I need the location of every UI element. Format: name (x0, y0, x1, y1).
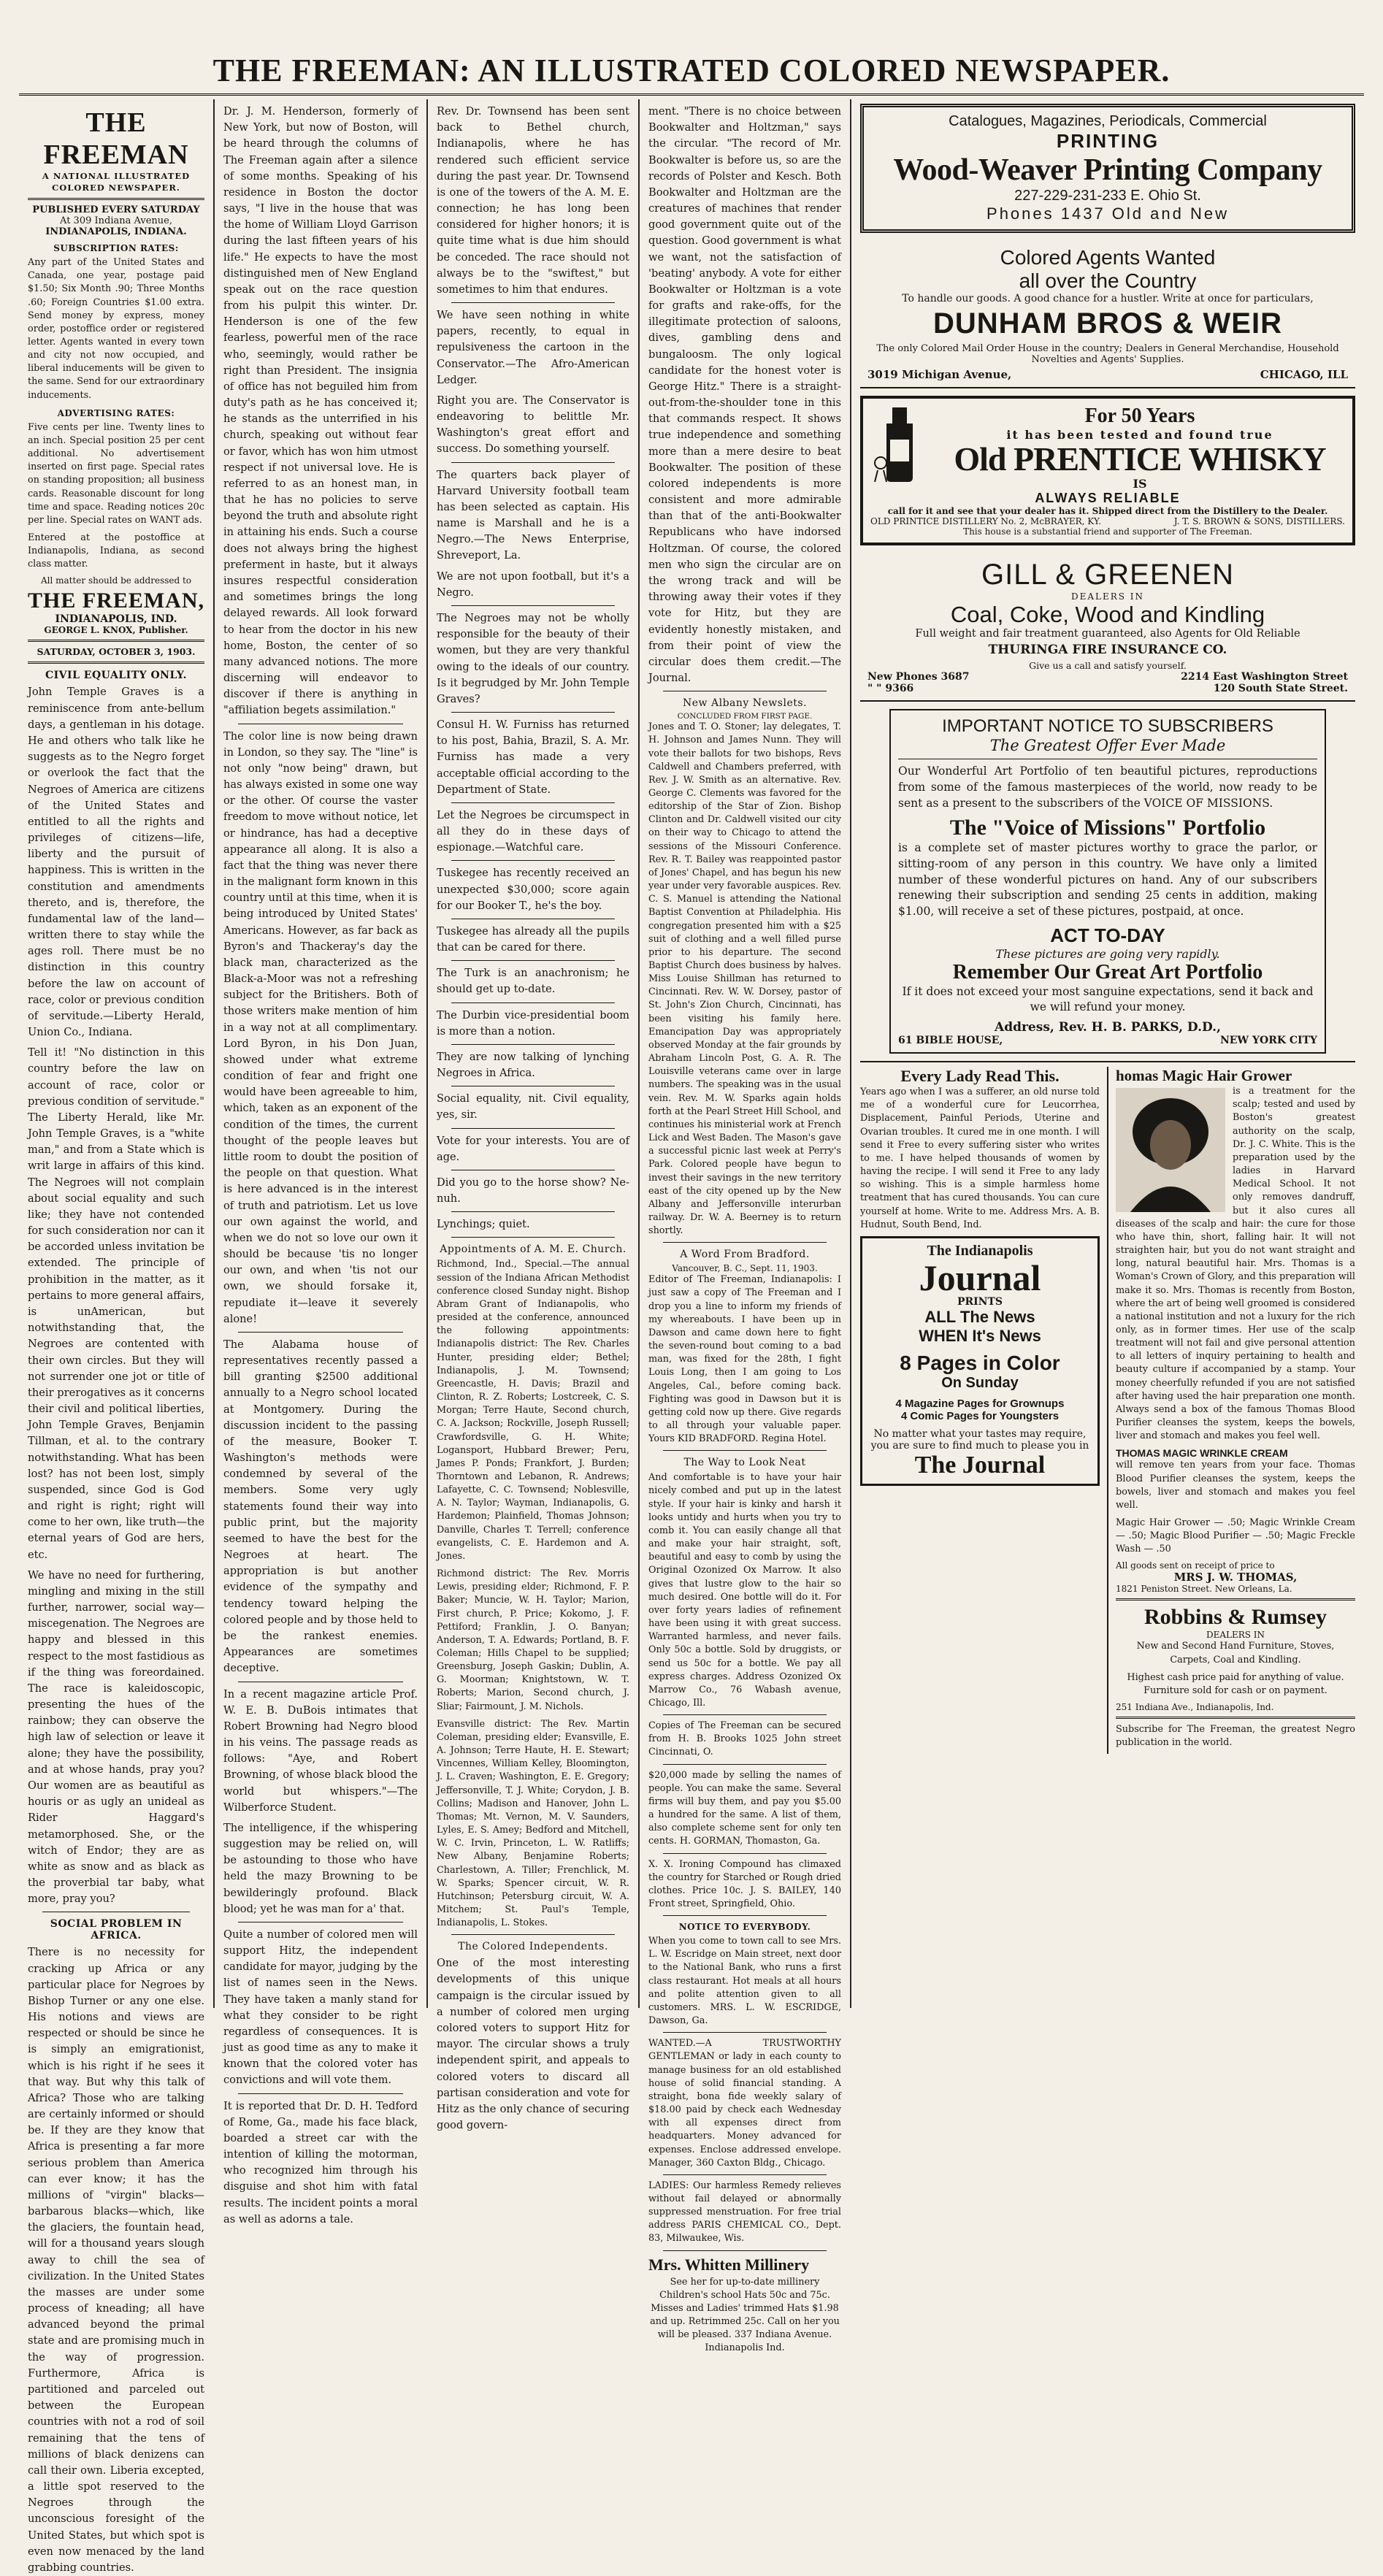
ad-text: If it does not exceed your most sanguine expectations, send it back and we will refund your money. (902, 984, 1314, 1014)
subscribe-notice: Subscribe for The Freeman, the greatest Negro publication in the world. (1116, 1724, 1355, 1749)
ad-headline: homas Magic Hair Grower (1116, 1067, 1292, 1085)
notice-paragraph: $20,000 made by selling the names of people. You can make the same. Several firms will buy them, and pay you $5.00 a hundred for the same. A list of them, also complete scheme sent for only ten cents. H. GORMAN, Thomaston, Ga. (648, 1769, 841, 1847)
masthead (19, 47, 1364, 96)
ad-text: IS (1133, 477, 1147, 491)
ad-text: All goods sent on receipt of price to (1116, 1560, 1275, 1571)
ad-text: PRINTING (1056, 130, 1160, 152)
article-heading: SOCIAL PROBLEM IN AFRICA. (50, 1918, 183, 1942)
ad-headline: all over the Country (1019, 269, 1197, 292)
ad-text: 4 Comic Pages for Youngsters (900, 1409, 1060, 1422)
article-paragraph: Richmond district: The Rev. Morris Lewis, presiding elder; Richmond, F. P. Baker; Muncie, W. H. Taylor; Marion, First church, P. Price; Kokomo, J. F. Pettiford; Franklin, J. O. Banyan; Anderson, T. A. Edwards; Portland, B. F. Coleman; Hills Chapel to be supplied; Greensburg, Joseph Gaskin; Dublin, A. G. Moorman; Knightstown, W. T. Roberts; Marion, Second church, J. Sliar; Fairmount, J. M. Nichols. (437, 1568, 629, 1712)
divider (451, 860, 615, 861)
ad-headline: The Journal (914, 1451, 1046, 1479)
ad-text: PRINTS (957, 1295, 1003, 1308)
divider (451, 1128, 615, 1129)
article-paragraph: Richmond, Ind., Special.—The annual session of the Indiana African Methodist conference closed Sunday night. Bishop Abram Grant of Indianapolis, who presided at the conference, announced the following appointments: Indianapolis district: The Rev. Charles Hunter, presiding elder; Bethel; Indianapolis, J. M. Townsend; Greencastle, H. Davis; Brazil and Clinton, R. Z. Roberts; Lostcreek, C. S. Morgan; Terre Haute, Second church, C. A. Jackson; Rockville, Joseph Russell; Crawfordsville, G. H. White; Logansport, Hubbard Brewer; Peru, James P. Ponds; Frankfort, J. Burden; Thorntown and Lebanon, R. Andrews; Lafayette, C. C. Townsend; Noblesville, A. N. Taylor; Wayman, Indianapolis, G. Hardemon; Plainfield, Thomas Johnson; Danville, Charles T. Terrell; conference evangelists, C. E. Hardemon and A. Jones. (437, 1259, 629, 1562)
ad-headline: Old PRENTICE WHISKY (954, 440, 1326, 478)
divider (451, 1934, 615, 1935)
ad-headline: Colored Agents Wanted (1000, 246, 1216, 269)
article-paragraph: Social equality, nit. Civil equality, yes, sir. (437, 1092, 629, 1122)
ad-text: For 50 Years (1084, 405, 1195, 427)
ad-price-list: Magic Hair Grower — .50; Magic Wrinkle Cream — .50; Magic Blood Purifier — .50; Magic Freckle Wash — .50 (1116, 1517, 1355, 1555)
ad-left-column (860, 1067, 1100, 1754)
divider (663, 1915, 827, 1916)
ad-wood-weaver (860, 104, 1355, 233)
article-subheading: CONCLUDED FROM FIRST PAGE. (677, 712, 813, 721)
ad-phone-row (867, 671, 1348, 683)
subscription-rates-heading: SUBSCRIPTION RATES: (53, 243, 179, 254)
ad-voice-of-missions (889, 709, 1326, 1054)
ad-headline: Robbins & Rumsey (1143, 1605, 1328, 1630)
ad-prentice-whisky (860, 396, 1355, 545)
article-paragraph: Right you are. The Conservator is endeavoring to belittle Mr. Washington's great effort and success. Do something yourself. (437, 394, 629, 456)
article-paragraph: John Temple Graves is a reminiscence from ante-bellum days, a gentleman in his dotage. He and others who talk like he suggests as to the Negro forget or overlook the fact that the Negroes of America are citizens of the United States and entitled to all the rights and privileges of citizens—life, liberty and the pursuit of happiness. This is written in the constitution and amendments thereto, and is, therefore, the fundamental law of the land—written there to stay while the ages roll. There must be no distinction in this country before the law on account of race, color or previous condition of servitude.—Liberty Herald, Union Co., Indiana. (28, 686, 204, 1039)
article-paragraph: The Alabama house of representatives recently passed a bill granting $2500 additional annually to a Negro school located at Montgomery. During the discussion incident to the passing of the measure, Booker T. Washington's methods were condemned by several of the members. Some very ugly statements found their way into public print, but the majority seemed to have the best for the Negroes at heart. The appropriation is but another evidence of the sympathy and tendency toward helping the colored people and by those held to be the rankest enemies. Appearances are sometimes deceptive. (223, 1338, 418, 1675)
ad-text: Catalogues, Magazines, Periodicals, Commercial (949, 113, 1267, 129)
ad-text: Full weight and fair treatment guaranteed, also Agents for Old Reliable (915, 628, 1300, 640)
ad-text: DEALERS IN (1070, 591, 1145, 602)
ad-text: THURINGA FIRE INSURANCE CO. (988, 643, 1227, 658)
notice-paragraph: When you come to town call to see Mrs. L. W. Escridge on Main street, next door to the National Bank, who runs a first class restaurant. Hot meals at all hours and polite attention given to all customers. MRS. L. W. ESCRIDGE, Dawson, Ga. (648, 1936, 841, 2027)
divider (451, 1044, 615, 1045)
article-heading: CIVIL EQUALITY ONLY. (45, 670, 187, 682)
ad-headline: DUNHAM BROS & WEIR (933, 307, 1282, 340)
article-heading: Appointments of A. M. E. Church. (440, 1243, 627, 1256)
article-heading: A Word From Bradford. (680, 1249, 810, 1261)
column-3 (428, 99, 640, 2132)
article-paragraph: We are not upon football, but it's a Negro. (437, 570, 629, 599)
column-2 (215, 99, 428, 2226)
article-heading: NOTICE TO EVERYBODY. (678, 1922, 811, 1933)
divider (451, 960, 615, 961)
woman-portrait-icon (1116, 1088, 1225, 1212)
ad-text: MRS J. W. THOMAS, (1173, 1571, 1298, 1584)
article-paragraph: Jones and T. O. Stoner; lay delegates, T. H. Johnson and James Nunn. They will vote their ballots for two bishops, Revs Caldwell and Chambers preferred, with Rev. J. W. Smith as an alternative. Rev. George C. Clements was favored for the editorship of the Star of Zion. Bishop Clinton and Dr. Caldwell visited our city on their way to Chicago to attend the sessions of the Missouri Conference. Rev. R. T. Bailey was reappointed pastor of Jones' Chapel, and has begun his new year under very favorable auspices. Rev. C. S. Manuel is attending the National Baptist Convention at Philadelphia. His congregation presented him with a $25 suit of clothing and a well filled purse prior to his departure. The second Baptist Church does business by halves. Miss Louise Shillman has returned to Cincinnati. Rev. W. W. Dorsey, pastor of St. John's Zion Church, Cincinnati, has been visiting his family here. Emancipation Day was appropriately observed Monday at the fair grounds by Abraham Lincoln Post, G. A. R. The Louisville veterans came over in large numbers. The speaking was in the usual vein. Rev. M. W. Sparks again holds forth at the Pearl Street Hill School, and continues his ministerial work at French Lick and West Baden. The Mason's gave a successful picnic last week at Perry's Park. Colored people have begun to invest their savings in the new territory east of the city opened up by the New Albany and Jeffersonville interurban railway. Dr. W. A. Beerney is to return shortly. (648, 721, 841, 1237)
article-paragraph: We have seen nothing in white papers, recently, to equal in repulsiveness the cartoon in the Conservator.—The Afro-American Ledger. (437, 309, 629, 386)
article-paragraph: Tuskegee has already all the pupils that can be cared for there. (437, 924, 629, 954)
ad-text: 1821 Peniston Street. New Orleans, La. (1116, 1584, 1292, 1595)
publication-city: INDIANAPOLIS, INDIANA. (45, 226, 187, 238)
article-paragraph: Did you go to the horse show? Ne-nuh. (437, 1176, 629, 1205)
divider (451, 302, 615, 303)
publisher: GEORGE L. KNOX, Publisher. (44, 625, 188, 636)
ad-text: New Phones 3687 (867, 671, 970, 683)
advertising-rates-heading: ADVERTISING RATES: (57, 407, 175, 418)
article-paragraph: Lynchings; quiet. (437, 1218, 530, 1231)
ad-text: New and Second Hand Furniture, Stoves, Carpets, Coal and Kindling. (1136, 1641, 1335, 1665)
divider (663, 1853, 827, 1854)
ad-text: DEALERS IN (1206, 1630, 1265, 1641)
ad-text: 2214 East Washington Street (1181, 671, 1348, 683)
columns (19, 99, 1364, 2574)
ad-phone-row (867, 683, 1348, 694)
divider (1116, 1598, 1355, 1601)
paper-title: THE FREEMAN (43, 107, 189, 170)
article-paragraph: In a recent magazine article Prof. W. E. B. DuBois intimates that Robert Browning had Negro blood in his veins. The passage reads as follows: "Aye, and Robert Browning, of whose black blood the world but whispers."—The Wilberforce Student. (223, 1687, 418, 1814)
ad-headline: 8 Pages in Color (900, 1351, 1060, 1374)
ad-text: 3019 Michigan Avenue, (867, 368, 1012, 381)
ad-headline: The "Voice of Missions" Portfolio (949, 816, 1266, 840)
ad-text: call for it and see that your dealer has it. Shipped direct from the Distillery to the Dealer. (887, 506, 1328, 517)
notice-paragraph: WANTED.—A TRUSTWORTHY GENTLEMAN or lady in each county to manage business for an old established house of solid financial standing. A straight, bona fide weekly salary of $18.00 paid by check each Wednesday with all expenses direct from headquarters. Money advanced for expenses. Enclose addressed envelope. Manager, 360 Caxton Bldg., Chicago. (648, 2038, 841, 2169)
ad-headline: IMPORTANT NOTICE TO SUBSCRIBERS (942, 716, 1273, 737)
ad-text: 4 Magazine Pages for Grownups (895, 1397, 1065, 1410)
paper-title-2: THE FREEMAN, (28, 589, 205, 613)
issue-date: SATURDAY, OCTOBER 3, 1903. (37, 646, 196, 658)
ad-text: Address, Rev. H. B. PARKS, D.D., (995, 1020, 1221, 1035)
divider (663, 2032, 827, 2033)
divider (238, 1922, 403, 1923)
divider (663, 2250, 827, 2251)
article-heading: New Albany Newslets. (683, 697, 807, 710)
ad-text: is a complete set of master pictures worthy to grace the parlor, or sitting-room of any person in this country. We have only a limited number of these wonderful pictures on hand. Any of our subscribers renewing their subscription and sending 25 cents in addition, making $1.00, will receive a set of these pictures, postpaid, at once. (898, 841, 1317, 919)
article-paragraph: Tell it! "No distinction in this country before the law on account of race, color or previous condition of servitude." The Liberty Herald, like Mr. John Temple Graves, is a "white man," and from a State which is writ large in affairs of this kind. The Negroes will not complain about social equality and such like; they have not contended for such consideration nor can it be accorded unless invitation be extended. The principle of prohibition in the matter, as it pertains to more general affairs, is unAmerican, but notwithstanding that, the Negroes are contented with their own circles. But they will not surrender one jot or title of their prerogatives as it concerns their civil and political liberties, John Temple Graves, Benjamin Tillman, et al. to the contrary notwithstanding. What has been lost? has not been lost, simply suspended, since God is God and right is right; right will come to her own, like truth—the eternal years of God are hers, etc. (28, 1046, 204, 1561)
divider (451, 802, 615, 803)
divider (238, 1332, 403, 1333)
ad-text: 120 South State Street. (1213, 683, 1348, 695)
ad-text: Our Wonderful Art Portfolio of ten beautiful pictures, reproductions from some of the famous masterpieces of the world, now ready to be sent as a present to the subscribers of the VOICE OF MISSIONS. (898, 764, 1317, 810)
ad-dunham-bros (860, 240, 1355, 388)
ad-gill-greenen (860, 553, 1355, 702)
article-heading: The Colored Independents. (458, 1941, 608, 1953)
ad-text: The only Colored Mail Order House in the country; Dealers in General Merchandise, Household Novelties and Agents' Supplies. (876, 343, 1339, 365)
ad-headline: Journal (919, 1257, 1041, 1298)
notice-paragraph: LADIES: Our harmless Remedy relieves without fail delayed or abnormally suppressed menstruation. For free trial address PARIS CHEMICAL CO., Dept. 83, Milwaukee, Wis. (648, 2180, 841, 2245)
divider (451, 712, 615, 713)
ad-address-row (867, 368, 1348, 381)
ad-headline: THOMAS MAGIC WRINKLE CREAM (1116, 1447, 1288, 1460)
divider (663, 2174, 827, 2175)
whisky-bottle-icon (870, 405, 929, 485)
ad-text: Phones 1437 Old and New (987, 204, 1229, 223)
article-paragraph: Consul H. W. Furniss has returned to his post, Bahia, Brazil, S. A. Mr. Furniss has made a very acceptable official according to the Department of State. (437, 718, 629, 796)
divider (451, 1211, 615, 1212)
ad-headline: Coal, Coke, Wood and Kindling (950, 602, 1265, 628)
ad-headline: Every Lady Read This. (900, 1067, 1060, 1086)
ad-text: " " 9366 (867, 683, 914, 695)
ad-text: This house is a substantial friend and supporter of The Freeman. (963, 526, 1252, 537)
article-heading: The Way to Look Neat (683, 1457, 806, 1469)
article-paragraph: Evansville district: The Rev. Martin Coleman, presiding elder; Evansville, E. A. Johnson; Terre Haute, H. E. Stewart; Vincennes, William Kelley, Bloomington, J. L. Craven; Washington, E. E. Gregory; Jeffersonville, T. J. White; Corydon, J. B. Collins; Madison and Hanover, John L. Thomas; Mt. Vernon, M. V. Saunders, Lyles, E. S. Amey; Bedford and Mitchell, W. C. Irvin, Princeton, L. W. Ratliffs; New Albany, Benjamine Roberts; Charlestown, A. Tiller; Frenchlick, M. W. Sparks; Spencer circuit, W. R. Hutchinson; Petersburg circuit, W. A. Mitchem; St. Paul's Temple, Indianapolis, L. Stokes. (437, 1718, 629, 1929)
divider (238, 2093, 403, 2094)
ad-text: ALL The News (924, 1307, 1035, 1326)
ad-distiller-row (870, 516, 1345, 526)
ad-text: 251 Indiana Ave., Indianapolis, Ind. (1116, 1702, 1274, 1713)
divider (663, 1714, 827, 1715)
article-paragraph: Vote for your interests. You are of age. (437, 1134, 629, 1163)
notice-paragraph: Copies of The Freeman can be secured from H. B. Brooks 1025 John street Cincinnati, O. (648, 1720, 841, 1758)
article-paragraph: Rev. Dr. Townsend has been sent back to Bethel church, Indianapolis, where he has rendered such efficient service during the past year. Dr. Townsend is one of the towers of the A. M. E. connection; he has long been considered for higher honors; it is quite time what is due him should be conceded. The race should not always be to the "swiftest," but sometimes to him that endures. (437, 105, 629, 296)
article-paragraph: The quarters back player of Harvard University football team has been selected as captain. His name is Marshall and he is a Negro.—The News Enterprise, Shreveport, La. (437, 468, 629, 562)
ad-text: Give us a call and satisfy yourself. (1029, 660, 1187, 672)
ad-address-row (898, 1035, 1317, 1046)
article-paragraph: Quite a number of colored men will support Hitz, the independent candidate for mayor, judging by the list of names seen in the News. They have taken a manly stand for what they consider to be right regardless of consequences. It is just as good time as any to make it known that the colored voter has convictions and will vote them. (223, 1928, 418, 2087)
article-paragraph: Dr. J. M. Henderson, formerly of New York, but now of Boston, will be heard through the columns of The Freeman again after a silence of some months. Speaking of his residence in Boston the doctor says, "I live in the house that was the home of William Lloyd Garrison during the last fifteen years of his life." He expects to have the most distinguished men of New England speak out on the race question from his pulpit this winter. Dr. Henderson is one of the few fearless, powerful men of the race who, seemingly, would rather be right than President. The insignia of office has not beguiled him from duty's path as he has conceived it; he stands as the unterrified in his church, speaking out without fear or favor, which has won him utmost respect if not universal love. He is referred to as an honest man, in that he has no policies to serve beyond the truth and absolute right in attaining his ends. Such a course does not always bring the highest preferment in haste, but it always insures respectful consideration and sometimes brings the long delayed rewards. All look forward to hear from the doctor in his new home, Boston, the center of so many advanced notions. The more discerning will endeavor to discover if there is anything in "affiliation begets assimilation." (223, 105, 418, 717)
article-paragraph: The color line is now being drawn in London, so they say. The "line" is not only "now being" drawn, but has always existed in some one way or the other. Of course the vaster freedom to move without notice, let or hindrance, has had a deceptive appearance all along. It is also a fact that the thing was never there in the malignant form known in this country until at this time, when it is being introduced by United States' Americans. However, as far back as Byron's and Thackeray's day the black man, characterized as the Black-a-Moor was not a refreshing subject for the Britishers. Both of those writers make mention of him in a way not at all complimentary. Lord Byron, in his Don Juan, showed under what extreme condition of fear and fright one would have been agreeable to him, which, taken as an exponent of the condition of the times, the current thought of the people leaves but little room to doubt the position of the people on that question. What is here advanced is in the interest of truth and patriotism. Let us love our own against the world, and when we do not so love our own it should be because 'tis no longer our own, and when 'tis not our own, we should forsake it, repudiate it—leave it severely alone! (223, 729, 418, 1325)
ad-text: WHEN It's News (919, 1326, 1041, 1345)
ad-right-column (1107, 1067, 1355, 1754)
ad-headline: Wood-Weaver Printing Company (893, 153, 1322, 187)
article-paragraph: Let the Negroes be circumspect in all they do in these days of espionage.—Watchful care. (437, 808, 629, 854)
divider (663, 1450, 827, 1451)
publication-address: At 309 Indiana Avenue, (60, 215, 172, 227)
entered-note: Entered at the postoffice at Indianapolis, Indiana, as second class matter. (28, 532, 204, 570)
ad-row (860, 1061, 1355, 1754)
article-subheading: Vancouver, B. C., Sept. 11, 1903. (672, 1263, 818, 1274)
ad-text: No matter what your tastes may require, you are sure to find much to please you in (870, 1427, 1089, 1452)
ad-text: Highest cash price paid for anything of value. Furniture sold for cash or on payment. (1127, 1671, 1344, 1696)
ad-headline: ACT TO-DAY (1050, 924, 1165, 946)
ad-text: Years ago when I was a sufferer, an old nurse told me of a wonderful cure for Leucorrhea, Displacement, Painful Periods, Uterine and Ovarian troubles. It cured me in one month. I will send it Free to every suffering sister who writes to me. I have helped thousands of women by having the recipe. I will send it Free to any lady so wishing. This is a simple harmless home treatment that has cured thousands. You can cure yourself at home. Write to me. Address Mrs. A. B. Hudnut, South Bend, Ind. (860, 1086, 1100, 1230)
divider (28, 198, 204, 200)
address-note: All matter should be addressed to (40, 575, 192, 586)
ad-text: OLD PRINTICE DISTILLERY No. 2, McBRAYER, KY. (870, 516, 1102, 527)
ad-text: The Greatest Offer Ever Made (989, 737, 1226, 755)
article-paragraph: ment. "There is no choice between Bookwalter and Holtzman," says the circular. "The record of Mr. Bookwalter is before us, so are the records of Polster and Kesch. Both Bookwalter and Holtzman are the creatures of machines that render good government quite out of the question. Good government is what we want, not the satisfaction of 'beating' anybody. A vote for either Bookwalter or Holtzman is a vote for grafts and rake-offs, for the illegitimate protection of saloons, dives, gambling dens and bungaloosm. The only logical candidate for the honest voter is George Hitz." There is a straight-out-from-the-shoulder tone in this that commands respect. It shows true independence and something more than a mere desire to beat Bookwalter. The position of these colored independents is more consistent and more admirable than that of the anti-Bookwalter Republicans who have indorsed Holtzman. Of course, the colored men who sign the circular are on the wrong track and will be throwing away their votes if they vote for Hitz, but they are evidently honestly mistaken, and from their point of view the circular does them credit.—The Journal. (648, 105, 841, 685)
ad-text: To handle our goods. A good chance for a hustler. Write at once for particulars, (902, 293, 1314, 304)
divider (451, 1237, 615, 1238)
article-paragraph: There is no necessity for cracking up Africa or any particular place for Negroes by Bishop Turner or any one else. His notions and views are respected or should be since he is simply an emigrationist, which is his right if he sees it that way. But why this talk of Africa? Those who are talking are certainly informed or should be. If they are they know that Africa is presenting a far more serious problem than America can ever know; it has the millions of "virgin" blacks—barbarous blacks—which, like the glaciers, the fountain head, will for a thousand years slough away to chill the sea of civilization. In the United States the masses are under some process of kneading; all have advanced beyond the primal state and are promising much in the way of progression. Furthermore, Africa is partitioned and parceled out between the European countries with not a rod of soil remaining that the tens of millions of black denizens can call their own. Liberia excepted, a little spot reserved to the Negroes through the unconscious foresight of the United States, but which spot is even now menaced by the land grabbing countries. (28, 1946, 204, 2574)
ad-headline: GILL & GREENEN (981, 559, 1234, 591)
divider (28, 640, 204, 642)
divider (28, 662, 204, 664)
ad-indianapolis-journal (860, 1236, 1100, 1486)
ad-text: NEW YORK CITY (1219, 1035, 1317, 1047)
column-5-ads (851, 99, 1364, 2008)
ad-text: will remove ten years from your face. Thomas Blood Purifier cleanses the system, keeps the bowels, liver and stomach and makes you feel well. (1116, 1460, 1355, 1511)
article-paragraph: One of the most interesting developments of this unique campaign is the circular issued by a number of colored men urging colored voters to support Hitz for mayor. The circular shows a truly independent spirit, and appeals to colored voters to discard all partisan consideration and vote for Hitz as the only chance of securing good govern- (437, 1957, 629, 2132)
masthead-title: THE FREEMAN: AN ILLUSTRATED COLORED NEWSPAPER. (212, 52, 1171, 88)
ad-text: it has been tested and found true (1006, 428, 1273, 442)
ad-text: The Indianapolis (927, 1242, 1033, 1259)
article-paragraph: The Turk is an anachronism; he should get up to-date. (437, 967, 629, 996)
column-1 (19, 99, 215, 2574)
article-paragraph: We have no need for furthering, mingling and mixing in the still further, narrower, social way—miscegenation. The Negroes are happy and blessed in this respect to the most fastidious as if the thing was foreordained. The race is kaleidoscopic, presenting the hues of the rainbow; they can observe the high law of selection or leave it alone; they have the possibility, and at whose hands, pray you? Our women are as beautiful as houris or as ugly an unideal as Rider Haggard's metamorphosed. She, or the witch of Endor; they are as white as snow and as black as the proverbial tar baby, what more, pray you? (28, 1568, 204, 1906)
ad-text: On Sunday (941, 1374, 1019, 1391)
ad-headline: Remember Our Great Art Portfolio (952, 960, 1263, 984)
ad-text: CHICAGO, ILL (1260, 368, 1348, 381)
article-paragraph: And comfortable is to have your hair nicely combed and put up in the latest style. If your hair is kinky and harsh it looks untidy and hurts when you try to comb it. You can easily change all that and make your hair straight, soft, beautiful and easy to comb by using the Original Ozonized Ox Marrow. It also gives that lustre glow to the hair so much desired. One bottle will do it. For over forty years ladies of refinement have been using it with great success. Warranted harmless, and never fails. Only 50c a bottle. Sold by druggists, or send us 50c for a bottle. We pay all express charges. Address Ozonized Ox Marrow Co., 76 Wabash avenue, Chicago, Ill. (648, 1472, 841, 1709)
subscription-rates: Any part of the United States and Canada, one year, postage paid $1.50; Six Month .90; Three Months .60; Foreign Countries $1.00 extra. Send money by express, money order, postoffice order or registered letter. Agents wanted in every town and city not now occupied, and liberal inducements will be given to the same. Send for our extraordinary inducements. (28, 257, 204, 401)
ad-text: 227-229-231-233 E. Ohio St. (1014, 188, 1201, 204)
divider (451, 605, 615, 606)
article-paragraph: The Durbin vice-presidential boom is more than a notion. (437, 1008, 629, 1038)
ad-text: These pictures are going very rapidly. (995, 946, 1220, 961)
paper-subtitle-1: A NATIONAL ILLUSTRATED (42, 171, 191, 181)
article-paragraph: The intelligence, if the whispering suggestion may be relied on, will be astounding to those who have held the mazy Browning to be bewilderingly profound. Black blood; yet he was man for a' that. (223, 1821, 418, 1915)
divider (663, 1764, 827, 1765)
paper-subtitle-2: COLORED NEWSPAPER. (52, 182, 180, 193)
notice-paragraph: X. X. Ironing Compound has climaxed the country for Starched or Rough dried clothes. Price 10c. J. S. BAILEY, 140 Front street, Springfield, Ohio. (648, 1858, 841, 1909)
publication-frequency: PUBLISHED EVERY SATURDAY (32, 204, 200, 216)
ad-text: 61 BIBLE HOUSE, (898, 1035, 1003, 1047)
article-paragraph: Tuskegee has recently received an unexpected $30,000; score again for our Booker T., he's the boy. (437, 867, 629, 912)
divider (663, 1242, 827, 1243)
advertising-rates: Five cents per line. Twenty lines to an inch. Special position 25 per cent additional. No advertisement inserted on first page. Special rates on standing proposition; all business cards. Reasonable discount for long time and space. Reading notices 20c per line. Special rates on WANT ads. (28, 421, 204, 526)
article-paragraph: It is reported that Dr. D. H. Tedford of Rome, Ga., made his face black, boarded a street car with the intention of killing the motorman, who recognized him through his disguise and shot him with fatal results. The incident points a moral as well as adorns a tale. (223, 2099, 418, 2226)
notice-paragraph: See her for up-to-date millinery Children's school Hats 50c and 75c. Misses and Ladies' trimmed Hats $1.98 and up. Retrimmed 25c. Call on her you will be pleased. 337 Indiana Avenue. Indianapolis Ind. (650, 2276, 840, 2354)
article-paragraph: They are now talking of lynching Negroes in Africa. (437, 1050, 629, 1080)
divider (1116, 1717, 1355, 1719)
millinery-heading: Mrs. Whitten Millinery (648, 2255, 810, 2274)
divider (451, 462, 615, 463)
ad-text: ALWAYS RELIABLE (1035, 491, 1181, 506)
article-paragraph: Editor of The Freeman, Indianapolis: I just saw a copy of The Freeman and I drop you a line to inform my friends of my whereabouts. I have been up in Dawson and came down here to fight the seven-round bout coming to a bad man, was fixed for the 28th, I fight Louis Long, then I am going to Los Angeles, Cal., before coming back. Fighting was good in Dawson but it is getting cold now up there. Give regards to all through your valuable paper. Yours KID BRADFORD. Regina Hotel. (648, 1274, 841, 1445)
ad-text: is a treatment for the scalp; tested and used by Boston's greatest authority on the scalp, Dr. J. C. White. This is the preparation used by the ladies in Harvard Medical School. It not only removes dandruff, but it also cures all diseases of the scalp and hair: the cure for those who have thin, short, falling hair. It will not straighten hair, but you do not want straight and long, natural beautiful hair. Mrs. Thomas is a Woman's Crown of Glory, and this preparation will make it so. Mrs. Thomas is recently from Boston, where the art of being well groomed is considered a national institution and not a luxury for the rich only, as in former times. Her use of the scalp treatment will not fail and give personal attention to all letters of inquiry pertaining to health and beauty culture if accompanied by a stamp. Your money cheerfully refunded if you are not satisfied after having used the hair preparation one month. Always send a box of the famous Thomas Blood Purifier cleanses the system, keeps the bowels, liver and stomach and makes you feel well. (1116, 1086, 1355, 1442)
ad-text: J. T. S. BROWN & SONS, DISTILLERS. (1173, 516, 1345, 527)
article-paragraph: The Negroes may not be wholly responsible for the beauty of their women, but they are very thankful owing to the ideals of our country. Is it begrudged by Mr. John Temple Graves? (437, 611, 629, 705)
column-4 (640, 99, 851, 2354)
paper-city-2: INDIANAPOLIS, IND. (55, 613, 177, 626)
